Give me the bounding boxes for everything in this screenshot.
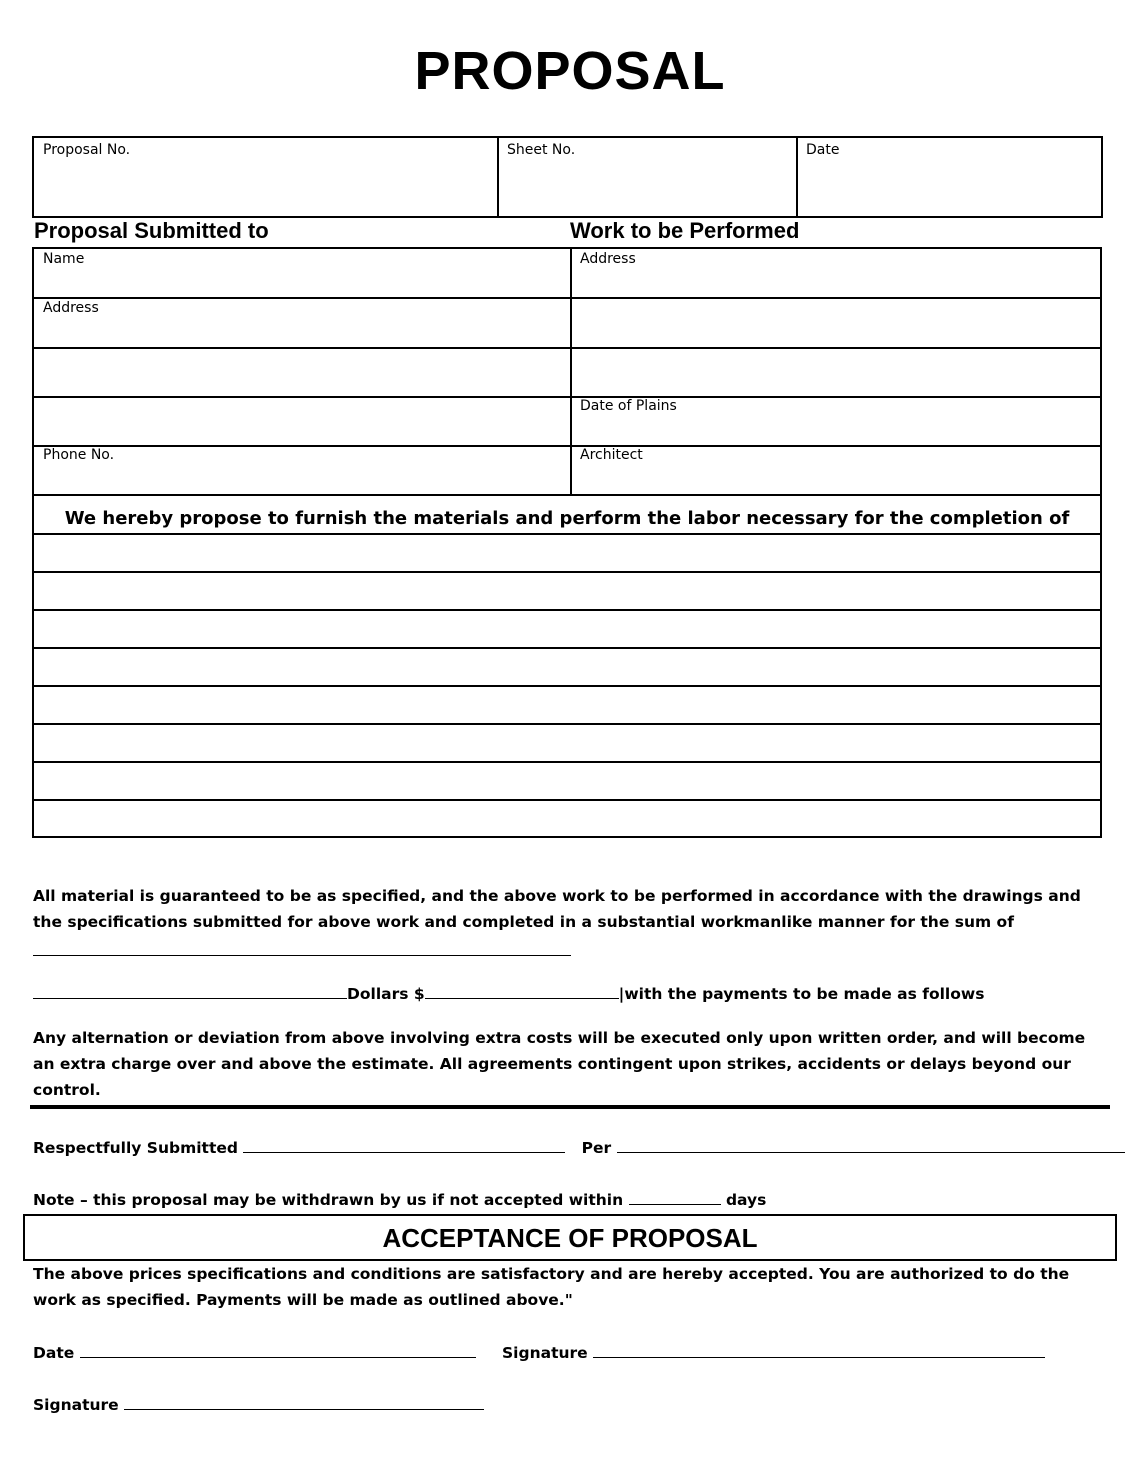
alteration-text: Any alternation or deviation from above involving extra costs will be executed only upon written order, and will become an extra charge over and above the estimate. All agreements contingent upon strikes, accidents or delays beyond our control. <box>33 1029 1086 1099</box>
signature-field-1[interactable] <box>593 1339 1045 1358</box>
submission-row <box>33 1134 1125 1161</box>
work-address-field-2[interactable] <box>573 299 1100 346</box>
days-field[interactable] <box>629 1186 721 1205</box>
dollars-label: Dollars $ <box>347 985 425 1003</box>
date-of-plains-label: Date of Plains <box>580 398 677 414</box>
proposal-no-label: Proposal No. <box>43 142 131 158</box>
section-separator <box>30 1105 1110 1109</box>
header-fields-box <box>32 136 1103 218</box>
sum-amount-line[interactable] <box>33 955 571 956</box>
name-label: Name <box>43 251 85 267</box>
acceptance-heading: ACCEPTANCE OF PROPOSAL <box>382 1223 758 1253</box>
signature-label-2: Signature <box>33 1396 119 1414</box>
work-description-line[interactable] <box>34 535 1100 570</box>
propose-statement: We hereby propose to furnish the materials and perform the labor necessary for the completion of <box>64 508 1070 529</box>
date-label: Date <box>806 142 840 158</box>
acceptance-text: The above prices specifications and conditions are satisfactory and are hereby accepted. You are authorized to do the work as specified. Payments will be made as outlined above." <box>33 1265 1070 1309</box>
divider <box>570 249 572 496</box>
address-field-2[interactable] <box>34 349 568 395</box>
signature-label-1: Signature <box>502 1344 588 1362</box>
acceptance-signature-row-2 <box>33 1391 484 1418</box>
work-address-field-1[interactable] <box>573 249 1100 296</box>
row-line <box>34 494 1100 496</box>
work-description-line[interactable] <box>34 687 1100 722</box>
dollars-words-field[interactable] <box>33 980 347 999</box>
work-performed-heading: Work to be Performed <box>570 218 800 243</box>
acceptance-signature-row-1 <box>502 1339 1045 1366</box>
work-description-line[interactable] <box>34 801 1100 836</box>
acceptance-heading-box <box>23 1214 1117 1261</box>
acceptance-date-row <box>33 1339 476 1366</box>
date-field[interactable] <box>799 138 1101 216</box>
address-field-3[interactable] <box>34 398 568 444</box>
submitted-to-heading: Proposal Submitted to <box>34 218 269 243</box>
note-row <box>33 1186 766 1213</box>
address-field-1[interactable] <box>34 299 568 346</box>
note-label: Note – this proposal may be withdrawn by us if not accepted within <box>33 1191 624 1209</box>
work-description-line[interactable] <box>34 649 1100 684</box>
work-address-field-3[interactable] <box>573 349 1100 395</box>
signature-field-2[interactable] <box>124 1391 484 1410</box>
sheet-no-label: Sheet No. <box>507 142 576 158</box>
guarantee-text: All material is guaranteed to be as specified, and the above work to be performed in accordance with the drawings and the specifications submitted for above work and completed in a substantial workmanlike manner for the sum of <box>33 887 1081 931</box>
phone-no-label: Phone No. <box>43 447 115 463</box>
architect-field[interactable] <box>573 447 1100 493</box>
acceptance-date-label: Date <box>33 1344 75 1362</box>
acceptance-date-field[interactable] <box>80 1339 476 1358</box>
dollars-amount-field[interactable] <box>425 980 619 999</box>
name-field[interactable] <box>34 249 568 296</box>
per-field[interactable] <box>617 1134 1125 1153</box>
payments-label: |with the payments to be made as follows <box>618 985 985 1003</box>
per-label: Per <box>581 1139 612 1157</box>
phone-no-field[interactable] <box>34 447 568 493</box>
respectfully-submitted-field[interactable] <box>243 1134 565 1153</box>
work-description-line[interactable] <box>34 611 1100 646</box>
respectfully-submitted-label: Respectfully Submitted <box>33 1139 238 1157</box>
document-title: PROPOSAL <box>414 41 726 101</box>
date-of-plains-field[interactable] <box>573 398 1100 444</box>
architect-label: Architect <box>580 447 643 463</box>
dollars-row <box>33 980 984 1007</box>
work-description-line[interactable] <box>34 725 1100 760</box>
proposal-no-field[interactable] <box>34 138 496 216</box>
work-address-label: Address <box>580 251 636 267</box>
work-description-line[interactable] <box>34 763 1100 798</box>
days-label: days <box>725 1191 767 1209</box>
divider <box>497 138 499 216</box>
address-label: Address <box>43 300 99 316</box>
main-form-grid <box>32 247 1102 838</box>
sheet-no-field[interactable] <box>500 138 795 216</box>
divider <box>796 138 798 216</box>
work-description-line[interactable] <box>34 573 1100 608</box>
